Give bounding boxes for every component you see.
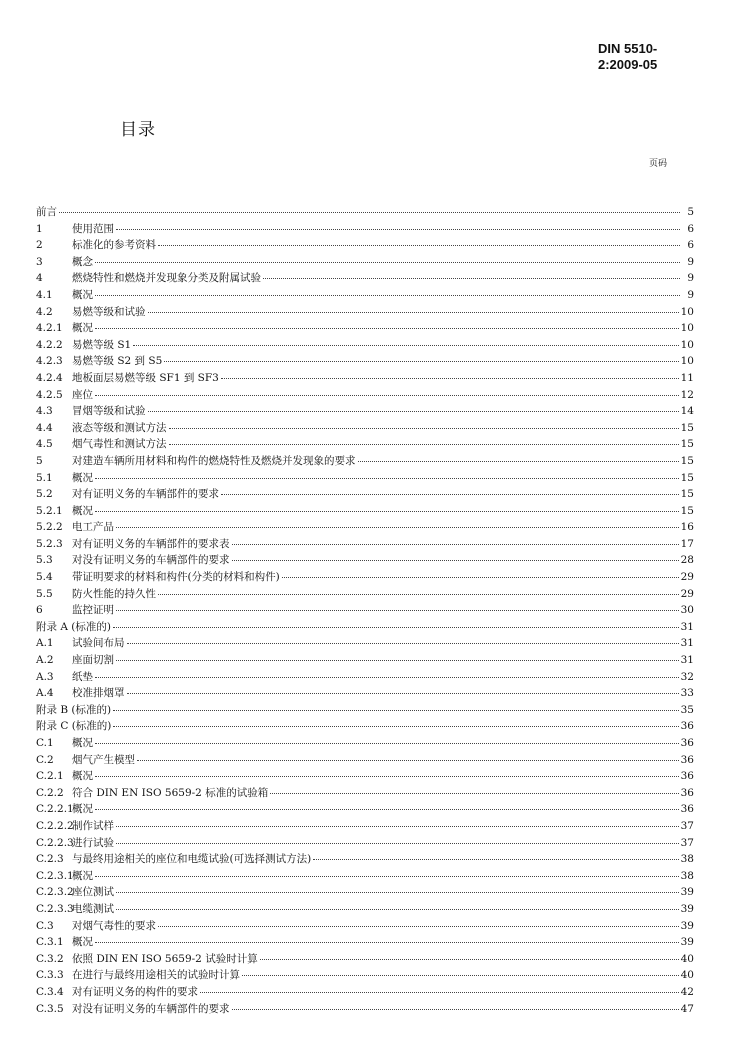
toc-entry-page: 39 bbox=[680, 936, 694, 949]
toc-dot-leader bbox=[270, 793, 678, 794]
toc-entry-title: 地板面层易燃等级 SF1 到 SF3 bbox=[72, 371, 219, 384]
toc-title: 目录 bbox=[120, 120, 156, 140]
toc-entry-number: 5.2.3 bbox=[36, 537, 63, 550]
toc-entry-page: 39 bbox=[680, 919, 694, 932]
toc-entry-number: 5.4 bbox=[36, 571, 53, 584]
toc-entry-number: 5 bbox=[36, 454, 43, 467]
toc-entry-page: 36 bbox=[680, 770, 694, 783]
toc-entry[interactable] bbox=[36, 901, 694, 918]
toc-dot-leader bbox=[148, 312, 679, 313]
toc-entry-page: 38 bbox=[680, 853, 694, 866]
toc-entry-number: C.2.2.1 bbox=[36, 803, 74, 816]
toc-entry[interactable] bbox=[36, 254, 694, 271]
toc-dot-leader bbox=[358, 461, 679, 462]
toc-entry-title: 座位 bbox=[72, 388, 93, 401]
toc-entry-page: 15 bbox=[680, 504, 694, 517]
toc-entry-number: A.4 bbox=[36, 687, 54, 700]
toc-entry[interactable] bbox=[36, 237, 694, 254]
toc-entry[interactable] bbox=[36, 685, 694, 702]
toc-entry-number: C.2.1 bbox=[36, 770, 64, 783]
toc-entry-page: 9 bbox=[687, 272, 694, 285]
toc-dot-leader bbox=[95, 942, 679, 943]
toc-entry-page: 35 bbox=[680, 703, 694, 716]
toc-entry-page: 10 bbox=[680, 355, 694, 368]
toc-entry-number: 4 bbox=[36, 272, 43, 285]
toc-entry-page: 39 bbox=[680, 886, 694, 899]
toc-entry-title: 概况 bbox=[72, 288, 93, 301]
toc-dot-leader bbox=[95, 677, 679, 678]
toc-entry-title: 校准排烟罩 bbox=[72, 687, 125, 700]
toc-entry-number: C.2.3.2 bbox=[36, 886, 74, 899]
toc-entry-page: 33 bbox=[680, 687, 694, 700]
toc-entry-title: 标准化的参考资料 bbox=[72, 239, 156, 252]
toc-dot-leader bbox=[95, 295, 680, 296]
toc-entry-page: 37 bbox=[680, 836, 694, 849]
toc-entry-page: 32 bbox=[680, 670, 694, 683]
toc-entry[interactable] bbox=[36, 801, 694, 818]
toc-entry-number: C.3.2 bbox=[36, 952, 64, 965]
toc-entry-page: 16 bbox=[680, 521, 694, 534]
toc-entry-page: 37 bbox=[680, 819, 694, 832]
toc-entry-page: 39 bbox=[680, 902, 694, 915]
page-column-label: 页码 bbox=[649, 159, 668, 169]
toc-entry-page: 12 bbox=[680, 388, 694, 401]
toc-entry[interactable] bbox=[36, 304, 694, 321]
toc-dot-leader bbox=[148, 411, 679, 412]
toc-entry[interactable] bbox=[36, 951, 694, 968]
toc-entry-title: 座位测试 bbox=[72, 886, 114, 899]
toc-entry-title: 燃烧特性和燃烧并发现象分类及附属试验 bbox=[72, 272, 261, 285]
toc-entry[interactable] bbox=[36, 768, 694, 785]
toc-entry[interactable] bbox=[36, 287, 694, 304]
toc-entry-number: A.3 bbox=[36, 670, 54, 683]
toc-entry[interactable] bbox=[36, 370, 694, 387]
toc-dot-leader bbox=[95, 876, 679, 877]
toc-dot-leader bbox=[116, 527, 679, 528]
toc-entry-number: 4.2.1 bbox=[36, 322, 63, 335]
toc-entry[interactable] bbox=[36, 635, 694, 652]
toc-entry[interactable] bbox=[36, 353, 694, 370]
toc-entry[interactable] bbox=[36, 387, 694, 404]
toc-entry-number: 附录 C (标准的) bbox=[36, 720, 112, 733]
toc-entry-title: 概况 bbox=[72, 936, 93, 949]
toc-entry-page: 10 bbox=[680, 322, 694, 335]
toc-dot-leader bbox=[95, 511, 679, 512]
toc-dot-leader bbox=[116, 229, 680, 230]
toc-entry-number: C.2.3.1 bbox=[36, 869, 74, 882]
toc-entry[interactable] bbox=[36, 270, 694, 287]
toc-entry-title: 对烟气毒性的要求 bbox=[72, 919, 156, 932]
toc-dot-leader bbox=[95, 328, 679, 329]
toc-entry-number: 附录 A (标准的) bbox=[36, 620, 111, 633]
toc-entry-page: 15 bbox=[680, 488, 694, 501]
toc-entry-title: 符合 DIN EN ISO 5659-2 标准的试验箱 bbox=[72, 786, 269, 799]
toc-dot-leader bbox=[116, 909, 679, 910]
toc-entry-title: 使用范围 bbox=[72, 222, 114, 235]
toc-entry-number: 1 bbox=[36, 222, 43, 235]
toc-dot-leader bbox=[133, 345, 678, 346]
toc-dot-leader bbox=[169, 428, 679, 429]
toc-entry[interactable] bbox=[36, 602, 694, 619]
toc-entry-number: 2 bbox=[36, 239, 43, 252]
toc-entry-number: 5.2.1 bbox=[36, 504, 63, 517]
toc-entry-page: 5 bbox=[687, 206, 694, 218]
toc-entry-number: 4.2 bbox=[36, 305, 53, 318]
toc-entry-title: 对没有证明义务的车辆部件的要求 bbox=[72, 1002, 230, 1015]
toc-entry-number: 5.5 bbox=[36, 587, 53, 600]
toc-entry-page: 30 bbox=[680, 604, 694, 617]
toc-entry-page: 36 bbox=[680, 753, 694, 766]
toc-dot-leader bbox=[116, 826, 679, 827]
toc-entry[interactable] bbox=[36, 702, 694, 719]
toc-entry[interactable] bbox=[36, 918, 694, 935]
toc-entry-number: 5.3 bbox=[36, 554, 53, 567]
toc-entry-number: 4.2.4 bbox=[36, 371, 63, 384]
toc-entry-title: 与最终用途相关的座位和电缆试验(可选择测试方法) bbox=[72, 853, 312, 866]
toc-entry-title: 概念 bbox=[72, 255, 93, 268]
toc-entry[interactable] bbox=[36, 652, 694, 669]
toc-entry-number: C.2 bbox=[36, 753, 54, 766]
toc-entry[interactable] bbox=[36, 519, 694, 536]
toc-entry-page: 28 bbox=[680, 554, 694, 567]
toc-dot-leader bbox=[263, 278, 680, 279]
toc-dot-leader bbox=[95, 809, 679, 810]
toc-entry-title: 电工产品 bbox=[72, 521, 114, 534]
toc-entry-title: 依照 DIN EN ISO 5659-2 试验时计算 bbox=[72, 952, 258, 965]
toc-entry-page: 11 bbox=[680, 371, 694, 384]
toc-entry[interactable] bbox=[36, 619, 694, 636]
toc-entry[interactable] bbox=[36, 552, 694, 569]
toc-entry-title: 概况 bbox=[72, 322, 93, 335]
toc-dot-leader bbox=[164, 361, 678, 362]
toc-entry-title: 监控证明 bbox=[72, 604, 114, 617]
toc-dot-leader bbox=[158, 245, 680, 246]
toc-entry-page: 31 bbox=[680, 654, 694, 667]
toc-entry-title: 概况 bbox=[72, 869, 93, 882]
toc-dot-leader bbox=[158, 926, 679, 927]
toc-entry-number: 3 bbox=[36, 255, 43, 268]
toc-entry-title: 对有证明义务的构件的要求 bbox=[72, 985, 198, 998]
toc-dot-leader bbox=[95, 395, 679, 396]
toc-entry-title: 带证明要求的材料和构件(分类的材料和构件) bbox=[72, 571, 280, 584]
toc-entry-title: 防火性能的持久性 bbox=[72, 587, 156, 600]
toc-entry-title: 概况 bbox=[72, 770, 93, 783]
toc-entry-number: 5.2.2 bbox=[36, 521, 63, 534]
toc-dot-leader bbox=[116, 892, 679, 893]
toc-entry-title: 概况 bbox=[72, 803, 93, 816]
toc-entry-number: A.1 bbox=[36, 637, 54, 650]
toc-entry-page: 40 bbox=[680, 969, 694, 982]
toc-entry-number: 4.4 bbox=[36, 421, 53, 434]
toc-entry[interactable] bbox=[36, 536, 694, 553]
toc-entry-number: 前言 bbox=[36, 206, 57, 218]
toc-entry-number: C.1 bbox=[36, 737, 54, 749]
toc-entry[interactable] bbox=[36, 204, 694, 221]
toc-entry-page: 15 bbox=[680, 471, 694, 484]
toc-dot-leader bbox=[95, 262, 680, 263]
toc-entry-page: 38 bbox=[680, 869, 694, 882]
toc-entry[interactable] bbox=[36, 420, 694, 437]
toc-entry-title: 烟气毒性和测试方法 bbox=[72, 438, 167, 451]
standard-id-line1: DIN 5510- bbox=[598, 41, 658, 56]
toc-dot-leader bbox=[113, 627, 679, 628]
standard-id bbox=[598, 41, 698, 73]
toc-entry-number: 附录 B (标准的) bbox=[36, 703, 112, 716]
toc-entry-title: 易燃等级 S1 bbox=[72, 338, 132, 351]
toc-entry-title: 对有证明义务的车辆部件的要求 bbox=[72, 488, 219, 501]
toc-entry[interactable] bbox=[36, 486, 694, 503]
toc-entry-number: 4.2.2 bbox=[36, 338, 63, 351]
table-of-contents bbox=[36, 204, 694, 1017]
toc-dot-leader bbox=[137, 760, 679, 761]
toc-entry-title: 座面切割 bbox=[72, 654, 114, 667]
toc-dot-leader bbox=[59, 212, 680, 213]
toc-entry[interactable] bbox=[36, 868, 694, 885]
toc-dot-leader bbox=[95, 478, 679, 479]
toc-dot-leader bbox=[116, 610, 679, 611]
toc-entry-page: 14 bbox=[680, 405, 694, 418]
toc-entry-number: C.2.3 bbox=[36, 853, 64, 866]
toc-entry-page: 15 bbox=[680, 438, 694, 451]
toc-dot-leader bbox=[232, 560, 679, 561]
toc-entry[interactable] bbox=[36, 503, 694, 520]
toc-entry-title: 进行试验 bbox=[72, 836, 114, 849]
toc-dot-leader bbox=[116, 843, 679, 844]
toc-entry-title: 对有证明义务的车辆部件的要求表 bbox=[72, 537, 230, 550]
toc-entry-page: 6 bbox=[687, 239, 694, 252]
toc-entry-number: 4.1 bbox=[36, 288, 53, 301]
toc-entry-page: 15 bbox=[680, 454, 694, 467]
toc-entry-title: 易燃等级和试验 bbox=[72, 305, 146, 318]
toc-dot-leader bbox=[158, 594, 679, 595]
toc-entry-title: 概况 bbox=[72, 737, 93, 749]
toc-entry-title: 冒烟等级和试验 bbox=[72, 405, 146, 418]
toc-dot-leader bbox=[169, 444, 679, 445]
toc-entry-page: 17 bbox=[680, 537, 694, 550]
toc-entry[interactable] bbox=[36, 851, 694, 868]
toc-entry-title: 概况 bbox=[72, 471, 93, 484]
toc-entry-page: 40 bbox=[680, 952, 694, 965]
toc-entry-page: 29 bbox=[680, 587, 694, 600]
toc-entry[interactable] bbox=[36, 1001, 694, 1018]
toc-entry[interactable] bbox=[36, 884, 694, 901]
toc-entry-page: 10 bbox=[680, 338, 694, 351]
toc-dot-leader bbox=[127, 643, 679, 644]
toc-dot-leader bbox=[127, 693, 679, 694]
standard-id-line2: 2:2009-05 bbox=[598, 57, 658, 72]
toc-entry-title: 电缆测试 bbox=[72, 902, 114, 915]
toc-entry-title: 纸垫 bbox=[72, 670, 93, 683]
toc-entry-page: 10 bbox=[680, 305, 694, 318]
toc-entry[interactable] bbox=[36, 403, 694, 420]
toc-entry-number: 4.3 bbox=[36, 405, 53, 418]
toc-entry-number: C.3.4 bbox=[36, 985, 64, 998]
toc-entry-title: 烟气产生模型 bbox=[72, 753, 135, 766]
toc-entry-number: C.2.2 bbox=[36, 786, 64, 799]
toc-entry[interactable] bbox=[36, 453, 694, 470]
toc-entry-page: 36 bbox=[680, 720, 694, 733]
toc-entry[interactable] bbox=[36, 669, 694, 686]
toc-entry-number: C.3.3 bbox=[36, 969, 64, 982]
toc-dot-leader bbox=[260, 959, 679, 960]
toc-entry[interactable] bbox=[36, 320, 694, 337]
toc-entry-page: 36 bbox=[680, 786, 694, 799]
toc-entry-number: C.3.1 bbox=[36, 936, 64, 949]
toc-dot-leader bbox=[242, 975, 679, 976]
toc-dot-leader bbox=[95, 743, 679, 744]
toc-entry-page: 9 bbox=[687, 288, 694, 301]
toc-entry-number: C.3.5 bbox=[36, 1002, 64, 1015]
toc-dot-leader bbox=[113, 710, 679, 711]
toc-entry-number: 4.2.3 bbox=[36, 355, 63, 368]
toc-entry-title: 试验间布局 bbox=[72, 637, 125, 650]
toc-dot-leader bbox=[221, 378, 679, 379]
toc-entry-page: 31 bbox=[680, 637, 694, 650]
toc-entry-page: 47 bbox=[680, 1002, 694, 1015]
toc-dot-leader bbox=[113, 726, 678, 727]
toc-entry[interactable] bbox=[36, 835, 694, 852]
toc-entry[interactable] bbox=[36, 337, 694, 354]
toc-entry[interactable] bbox=[36, 586, 694, 603]
toc-entry-title: 概况 bbox=[72, 504, 93, 517]
toc-entry-title: 对建造车辆所用材料和构件的燃烧特性及燃烧并发现象的要求 bbox=[72, 454, 356, 467]
toc-entry-page: 36 bbox=[680, 737, 694, 749]
toc-entry-title: 在进行与最终用途相关的试验时计算 bbox=[72, 969, 240, 982]
toc-dot-leader bbox=[116, 660, 679, 661]
toc-entry-page: 31 bbox=[680, 620, 694, 633]
toc-entry-number: C.2.2.3 bbox=[36, 836, 74, 849]
toc-entry-title: 液态等级和测试方法 bbox=[72, 421, 167, 434]
toc-entry[interactable] bbox=[36, 934, 694, 951]
toc-entry-title: 易燃等级 S2 到 S5 bbox=[72, 355, 163, 368]
toc-entry-number: C.2.3.3 bbox=[36, 902, 74, 915]
toc-entry[interactable] bbox=[36, 818, 694, 835]
toc-entry-number: 4.2.5 bbox=[36, 388, 63, 401]
toc-entry-page: 15 bbox=[680, 421, 694, 434]
toc-entry[interactable] bbox=[36, 967, 694, 984]
toc-entry-number: C.3 bbox=[36, 919, 54, 932]
toc-entry[interactable] bbox=[36, 470, 694, 487]
toc-dot-leader bbox=[313, 859, 678, 860]
toc-entry-number: A.2 bbox=[36, 654, 54, 667]
toc-entry[interactable] bbox=[36, 569, 694, 586]
toc-dot-leader bbox=[200, 992, 679, 993]
toc-entry-number: 4.5 bbox=[36, 438, 53, 451]
toc-entry-number: 5.2 bbox=[36, 488, 53, 501]
toc-dot-leader bbox=[221, 494, 679, 495]
toc-entry-page: 9 bbox=[687, 255, 694, 268]
toc-dot-leader bbox=[232, 1009, 679, 1010]
toc-entry-page: 42 bbox=[680, 985, 694, 998]
toc-entry-number: 6 bbox=[36, 604, 43, 617]
toc-entry[interactable] bbox=[36, 221, 694, 238]
toc-entry[interactable] bbox=[36, 785, 694, 802]
toc-entry-title: 制作试样 bbox=[72, 819, 114, 832]
toc-entry[interactable] bbox=[36, 718, 694, 735]
toc-entry-page: 29 bbox=[680, 571, 694, 584]
toc-dot-leader bbox=[282, 577, 679, 578]
toc-entry[interactable] bbox=[36, 984, 694, 1001]
toc-entry-number: 5.1 bbox=[36, 471, 53, 484]
toc-entry[interactable] bbox=[36, 436, 694, 453]
toc-entry[interactable] bbox=[36, 735, 694, 752]
toc-entry[interactable] bbox=[36, 752, 694, 769]
toc-entry-number: C.2.2.2 bbox=[36, 819, 74, 832]
toc-entry-title: 对没有证明义务的车辆部件的要求 bbox=[72, 554, 230, 567]
toc-dot-leader bbox=[232, 544, 679, 545]
toc-entry-page: 6 bbox=[687, 222, 694, 235]
toc-entry-page: 36 bbox=[680, 803, 694, 816]
toc-dot-leader bbox=[95, 776, 679, 777]
